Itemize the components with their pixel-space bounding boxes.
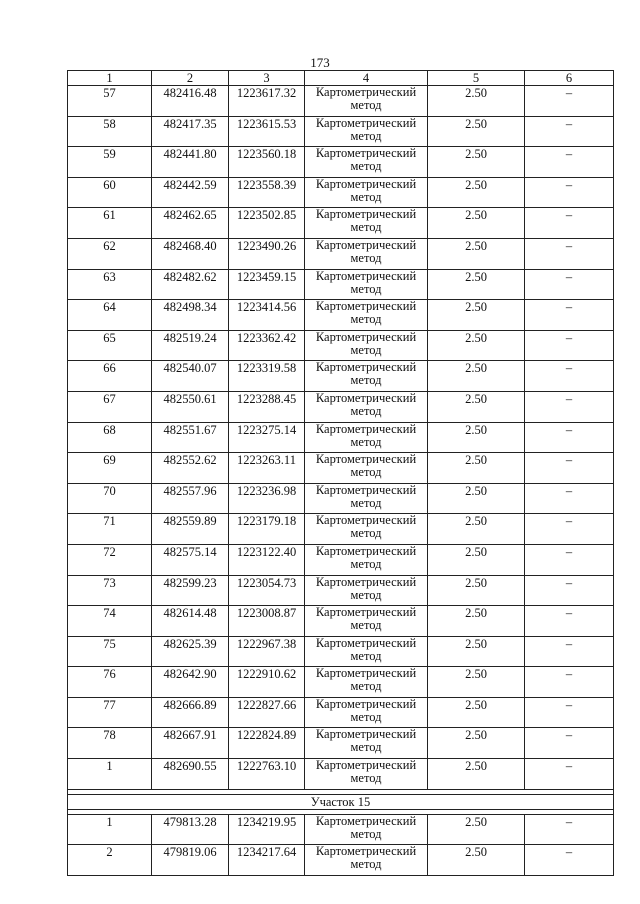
point-number-cell: 1 — [68, 814, 152, 845]
method-text-line: метод — [350, 220, 382, 235]
method-cell — [305, 238, 428, 269]
point-number-cell: 75 — [68, 636, 152, 667]
method-text-line: метод — [350, 250, 382, 265]
method-text-line: метод — [350, 98, 382, 112]
x-coordinate-cell: 482417.35 — [152, 116, 229, 147]
table-row — [68, 177, 614, 208]
accuracy-cell: 2.50 — [428, 483, 525, 514]
y-coordinate-cell: 1222827.66 — [229, 697, 305, 728]
note-cell: – — [525, 391, 614, 422]
method-cell — [305, 814, 428, 845]
note-cell: – — [525, 269, 614, 300]
method-text-line: Картометрический — [315, 85, 417, 99]
accuracy-cell: 2.50 — [428, 759, 525, 790]
accuracy-cell: 2.50 — [428, 575, 525, 606]
y-coordinate-cell: 1223263.11 — [229, 453, 305, 484]
point-number-cell: 66 — [68, 361, 152, 392]
y-coordinate-cell: 1223122.40 — [229, 544, 305, 575]
point-number-cell: 58 — [68, 116, 152, 147]
method-cell — [305, 606, 428, 637]
column-header: 2 — [152, 71, 229, 86]
accuracy-cell: 2.50 — [428, 391, 525, 422]
y-coordinate-cell: 1234217.64 — [229, 845, 305, 876]
note-cell: – — [525, 422, 614, 453]
section-title: Участок 15 — [68, 794, 614, 809]
point-number-cell: 57 — [68, 86, 152, 117]
table-row — [68, 116, 614, 147]
method-text-line: метод — [350, 342, 382, 357]
accuracy-cell: 2.50 — [428, 269, 525, 300]
note-cell: – — [525, 300, 614, 331]
table-row — [68, 697, 614, 728]
method-text-line: Картометрический — [315, 146, 417, 161]
table-row — [68, 514, 614, 545]
x-coordinate-cell: 482468.40 — [152, 238, 229, 269]
method-text-line: метод — [350, 403, 382, 418]
method-text-line: метод — [350, 189, 382, 204]
method-cell — [305, 147, 428, 178]
method-text-line: Картометрический — [315, 360, 417, 375]
x-coordinate-cell: 482550.61 — [152, 391, 229, 422]
note-cell: – — [525, 544, 614, 575]
point-number-cell: 72 — [68, 544, 152, 575]
accuracy-cell: 2.50 — [428, 544, 525, 575]
note-cell: – — [525, 238, 614, 269]
x-coordinate-cell: 482642.90 — [152, 667, 229, 698]
table-row — [68, 814, 614, 845]
x-coordinate-cell: 482614.48 — [152, 606, 229, 637]
y-coordinate-cell: 1223617.32 — [229, 86, 305, 117]
accuracy-cell: 2.50 — [428, 453, 525, 484]
method-text-line: метод — [350, 281, 382, 296]
method-text-line: метод — [350, 709, 382, 724]
method-text-line: Картометрический — [315, 575, 417, 589]
note-cell: – — [525, 361, 614, 392]
table-row — [68, 86, 614, 117]
accuracy-cell: 2.50 — [428, 86, 525, 117]
point-number-cell: 76 — [68, 667, 152, 698]
method-cell — [305, 86, 428, 117]
note-cell: – — [525, 636, 614, 667]
x-coordinate-cell: 482551.67 — [152, 422, 229, 453]
note-cell: – — [525, 814, 614, 845]
y-coordinate-cell: 1234219.95 — [229, 814, 305, 845]
y-coordinate-cell: 1223414.56 — [229, 300, 305, 331]
point-number-cell: 61 — [68, 208, 152, 239]
method-text-line: Картометрический — [315, 844, 417, 859]
note-cell: – — [525, 845, 614, 876]
point-number-cell: 78 — [68, 728, 152, 759]
method-text-line: Картометрический — [315, 299, 417, 314]
accuracy-cell: 2.50 — [428, 238, 525, 269]
note-cell: – — [525, 728, 614, 759]
table-row — [68, 483, 614, 514]
point-number-cell: 63 — [68, 269, 152, 300]
note-cell: – — [525, 514, 614, 545]
method-text-line: Картометрический — [315, 727, 417, 742]
table-row — [68, 728, 614, 759]
method-text-line: Картометрический — [315, 814, 417, 828]
y-coordinate-cell: 1222967.38 — [229, 636, 305, 667]
accuracy-cell: 2.50 — [428, 636, 525, 667]
note-cell: – — [525, 453, 614, 484]
column-header: 4 — [305, 71, 428, 86]
method-cell — [305, 636, 428, 667]
method-cell — [305, 177, 428, 208]
accuracy-cell: 2.50 — [428, 300, 525, 331]
accuracy-cell: 2.50 — [428, 330, 525, 361]
x-coordinate-cell: 479819.06 — [152, 845, 229, 876]
y-coordinate-cell: 1223179.18 — [229, 514, 305, 545]
table-row — [68, 636, 614, 667]
x-coordinate-cell: 482557.96 — [152, 483, 229, 514]
method-text-line: метод — [350, 312, 382, 327]
point-number-cell: 65 — [68, 330, 152, 361]
x-coordinate-cell: 482540.07 — [152, 361, 229, 392]
table-row — [68, 606, 614, 637]
x-coordinate-cell: 482667.91 — [152, 728, 229, 759]
point-number-cell: 77 — [68, 697, 152, 728]
x-coordinate-cell: 482690.55 — [152, 759, 229, 790]
x-coordinate-cell: 482482.62 — [152, 269, 229, 300]
y-coordinate-cell: 1223459.15 — [229, 269, 305, 300]
point-number-cell: 59 — [68, 147, 152, 178]
section-row — [68, 794, 614, 809]
method-cell — [305, 391, 428, 422]
y-coordinate-cell: 1223008.87 — [229, 606, 305, 637]
accuracy-cell: 2.50 — [428, 814, 525, 845]
point-number-cell: 2 — [68, 845, 152, 876]
x-coordinate-cell: 482599.23 — [152, 575, 229, 606]
method-cell — [305, 544, 428, 575]
method-text-line: метод — [350, 771, 382, 786]
table-row — [68, 575, 614, 606]
method-cell — [305, 330, 428, 361]
y-coordinate-cell: 1223275.14 — [229, 422, 305, 453]
method-text-line: метод — [350, 618, 382, 633]
method-cell — [305, 269, 428, 300]
method-cell — [305, 453, 428, 484]
method-text-line: метод — [350, 465, 382, 480]
column-header: 3 — [229, 71, 305, 86]
accuracy-cell: 2.50 — [428, 208, 525, 239]
method-text-line: метод — [350, 495, 382, 510]
table-row — [68, 269, 614, 300]
table-row — [68, 208, 614, 239]
accuracy-cell: 2.50 — [428, 667, 525, 698]
note-cell: – — [525, 697, 614, 728]
method-cell — [305, 514, 428, 545]
x-coordinate-cell: 482416.48 — [152, 86, 229, 117]
accuracy-cell: 2.50 — [428, 845, 525, 876]
method-text-line: Картометрический — [315, 452, 417, 467]
method-text-line: Картометрический — [315, 666, 417, 681]
x-coordinate-cell: 479813.28 — [152, 814, 229, 845]
table-row — [68, 667, 614, 698]
method-cell — [305, 300, 428, 331]
x-coordinate-cell: 482575.14 — [152, 544, 229, 575]
method-text-line: Картометрический — [315, 269, 417, 283]
y-coordinate-cell: 1222763.10 — [229, 759, 305, 790]
note-cell: – — [525, 606, 614, 637]
note-cell: – — [525, 208, 614, 239]
point-number-cell: 64 — [68, 300, 152, 331]
point-number-cell: 73 — [68, 575, 152, 606]
x-coordinate-cell: 482666.89 — [152, 697, 229, 728]
method-text-line: Картометрический — [315, 513, 417, 528]
x-coordinate-cell: 482498.34 — [152, 300, 229, 331]
note-cell: – — [525, 667, 614, 698]
point-number-cell: 67 — [68, 391, 152, 422]
method-cell — [305, 422, 428, 453]
x-coordinate-cell: 482552.62 — [152, 453, 229, 484]
method-text-line: Картометрический — [315, 544, 417, 558]
column-header: 1 — [68, 71, 152, 86]
x-coordinate-cell: 482625.39 — [152, 636, 229, 667]
table-row — [68, 238, 614, 269]
y-coordinate-cell: 1223490.26 — [229, 238, 305, 269]
method-cell — [305, 575, 428, 606]
method-cell — [305, 728, 428, 759]
note-cell: – — [525, 86, 614, 117]
note-cell: – — [525, 759, 614, 790]
table-header-row — [68, 71, 614, 86]
table-row — [68, 845, 614, 876]
method-text-line: Картометрический — [315, 177, 417, 191]
point-number-cell: 62 — [68, 238, 152, 269]
method-text-line: Картометрический — [315, 758, 417, 773]
y-coordinate-cell: 1223560.18 — [229, 147, 305, 178]
y-coordinate-cell: 1222910.62 — [229, 667, 305, 698]
method-cell — [305, 667, 428, 698]
method-text-line: метод — [350, 679, 382, 694]
page-number: 173 — [310, 55, 330, 70]
accuracy-cell: 2.50 — [428, 177, 525, 208]
method-text-line: Картометрический — [315, 116, 417, 130]
table-row — [68, 544, 614, 575]
accuracy-cell: 2.50 — [428, 728, 525, 759]
accuracy-cell: 2.50 — [428, 606, 525, 637]
y-coordinate-cell: 1223558.39 — [229, 177, 305, 208]
method-text-line: Картометрический — [315, 207, 417, 222]
table-row — [68, 330, 614, 361]
method-text-line: метод — [350, 857, 382, 872]
method-text-line: Картометрический — [315, 483, 417, 497]
note-cell: – — [525, 116, 614, 147]
accuracy-cell: 2.50 — [428, 697, 525, 728]
table-row — [68, 422, 614, 453]
table-row — [68, 759, 614, 790]
x-coordinate-cell: 482442.59 — [152, 177, 229, 208]
note-cell: – — [525, 483, 614, 514]
method-cell — [305, 697, 428, 728]
y-coordinate-cell: 1223362.42 — [229, 330, 305, 361]
accuracy-cell: 2.50 — [428, 116, 525, 147]
column-header: 6 — [525, 71, 614, 86]
method-cell — [305, 116, 428, 147]
x-coordinate-cell: 482462.65 — [152, 208, 229, 239]
table-row — [68, 361, 614, 392]
point-number-cell: 68 — [68, 422, 152, 453]
x-coordinate-cell: 482519.24 — [152, 330, 229, 361]
x-coordinate-cell: 482559.89 — [152, 514, 229, 545]
point-number-cell: 70 — [68, 483, 152, 514]
y-coordinate-cell: 1223615.53 — [229, 116, 305, 147]
table-row — [68, 391, 614, 422]
method-text-line: метод — [350, 128, 382, 143]
accuracy-cell: 2.50 — [428, 422, 525, 453]
method-text-line: метод — [350, 434, 382, 449]
y-coordinate-cell: 1223054.73 — [229, 575, 305, 606]
point-number-cell: 1 — [68, 759, 152, 790]
method-text-line: Картометрический — [315, 422, 417, 436]
accuracy-cell: 2.50 — [428, 147, 525, 178]
method-text-line: метод — [350, 373, 382, 388]
y-coordinate-cell: 1222824.89 — [229, 728, 305, 759]
point-number-cell: 74 — [68, 606, 152, 637]
table-row — [68, 453, 614, 484]
note-cell: – — [525, 177, 614, 208]
y-coordinate-cell: 1223502.85 — [229, 208, 305, 239]
accuracy-cell: 2.50 — [428, 514, 525, 545]
method-text-line: Картометрический — [315, 330, 417, 344]
method-cell — [305, 483, 428, 514]
y-coordinate-cell: 1223236.98 — [229, 483, 305, 514]
method-text-line: Картометрический — [315, 636, 417, 650]
note-cell: – — [525, 575, 614, 606]
note-cell: – — [525, 330, 614, 361]
point-number-cell: 69 — [68, 453, 152, 484]
point-number-cell: 71 — [68, 514, 152, 545]
note-cell: – — [525, 147, 614, 178]
method-text-line: метод — [350, 826, 382, 841]
method-text-line: Картометрический — [315, 697, 417, 711]
method-cell — [305, 759, 428, 790]
method-text-line: метод — [350, 526, 382, 541]
method-cell — [305, 361, 428, 392]
x-coordinate-cell: 482441.80 — [152, 147, 229, 178]
column-header: 5 — [428, 71, 525, 86]
method-text-line: метод — [350, 159, 382, 174]
y-coordinate-cell: 1223319.58 — [229, 361, 305, 392]
method-text-line: метод — [350, 740, 382, 755]
method-text-line: метод — [350, 648, 382, 663]
method-text-line: метод — [350, 556, 382, 571]
coordinates-table — [67, 70, 614, 876]
method-text-line: Картометрический — [315, 605, 417, 620]
method-text-line: метод — [350, 587, 382, 602]
method-cell — [305, 208, 428, 239]
method-text-line: Картометрический — [315, 238, 417, 252]
accuracy-cell: 2.50 — [428, 361, 525, 392]
method-text-line: Картометрический — [315, 391, 417, 405]
table-row — [68, 147, 614, 178]
method-cell — [305, 845, 428, 876]
point-number-cell: 60 — [68, 177, 152, 208]
y-coordinate-cell: 1223288.45 — [229, 391, 305, 422]
table-row — [68, 300, 614, 331]
